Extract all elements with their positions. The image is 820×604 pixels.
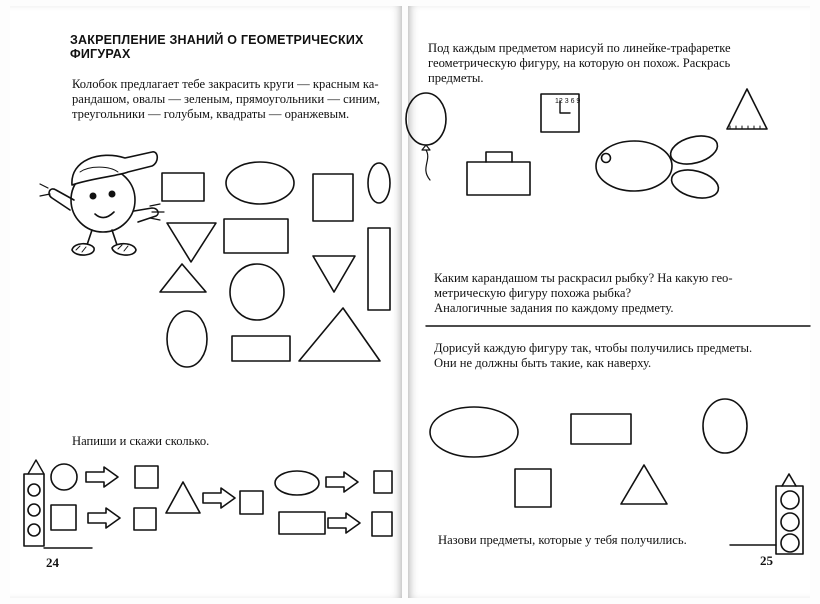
question-line-3: Аналогичные задания по каждому предмету. xyxy=(434,301,674,315)
arrow-icon xyxy=(203,488,235,508)
triangle-shape xyxy=(313,256,355,292)
oval-shape xyxy=(167,311,207,367)
count-task-text: Напиши и скажи сколько. xyxy=(72,434,210,448)
question-line-1: Каким карандашом ты раскрасил рыбку? На какую гео- xyxy=(434,271,733,285)
arrow-icon xyxy=(326,472,358,492)
triangle-shape xyxy=(160,264,206,292)
answer-box xyxy=(135,466,158,488)
clock-label: 12 3 6 9 xyxy=(555,98,581,105)
square-shape xyxy=(313,174,353,221)
answer-box xyxy=(372,512,392,536)
answer-box xyxy=(240,491,263,514)
rectangle-shape xyxy=(279,512,325,534)
oval-shape xyxy=(703,399,747,453)
page-number: 24 xyxy=(46,555,59,570)
oval-shape xyxy=(430,407,518,457)
fish-icon xyxy=(596,141,672,191)
page-title: ЗАКРЕПЛЕНИЕ ЗНАНИЙ О ГЕОМЕТРИЧЕСКИХ ФИГУРАХ xyxy=(70,33,364,61)
task1-line-2: геометрическую фигуру, на которую он похож. Раскрась xyxy=(428,56,731,70)
circle-shape xyxy=(230,264,284,320)
circle-shape xyxy=(51,464,77,490)
answer-box xyxy=(134,508,156,530)
triangle-shape xyxy=(727,89,767,129)
task2-line-2: Они не должны быть такие, как наверху. xyxy=(434,356,652,370)
triangle-shape xyxy=(167,223,216,262)
kolobok-character xyxy=(40,152,164,255)
answer-box xyxy=(374,471,392,493)
square-shape xyxy=(515,469,551,507)
counting-task xyxy=(24,460,392,548)
shapes-to-color xyxy=(160,162,390,367)
intro-line-1: Колобок предлагает тебе закрасить круги — красным ка- xyxy=(72,77,379,91)
rectangle-shape xyxy=(571,414,631,444)
task2-line-1: Дорисуй каждую фигуру так, чтобы получились предметы. xyxy=(434,341,753,355)
objects-row xyxy=(406,89,767,203)
arrow-icon xyxy=(88,508,120,528)
name-task-text: Назови предметы, которые у тебя получились. xyxy=(438,533,687,547)
task1-line-1: Под каждым предметом нарисуй по линейке-трафаретке xyxy=(428,41,731,55)
rectangle-shape xyxy=(232,336,290,361)
square-shape xyxy=(51,505,76,530)
triangle-shape xyxy=(166,482,200,513)
triangle-shape xyxy=(621,465,667,504)
rectangle-shape xyxy=(224,219,288,253)
rectangle-shape xyxy=(162,173,204,201)
rectangle-shape xyxy=(368,228,390,310)
oval-shape xyxy=(275,471,319,495)
arrow-icon xyxy=(328,513,360,533)
intro-line-3: треугольники — голубым, квадраты — оранжевым. xyxy=(72,107,350,121)
traffic-light-icon xyxy=(730,474,803,554)
triangle-shape xyxy=(299,308,380,361)
bag-icon xyxy=(467,162,530,195)
task1-line-3: предметы. xyxy=(428,71,484,85)
shapes-to-complete xyxy=(430,399,747,507)
arrow-icon xyxy=(86,467,118,487)
intro-line-2: рандашом, овалы — зеленым, прямоугольники — синим, xyxy=(72,92,381,106)
oval-shape xyxy=(226,162,294,204)
page-number: 25 xyxy=(760,553,773,568)
balloon-icon xyxy=(406,93,446,145)
oval-shape xyxy=(368,163,390,203)
question-line-2: метрическую фигуру похожа рыбка? xyxy=(434,286,632,300)
